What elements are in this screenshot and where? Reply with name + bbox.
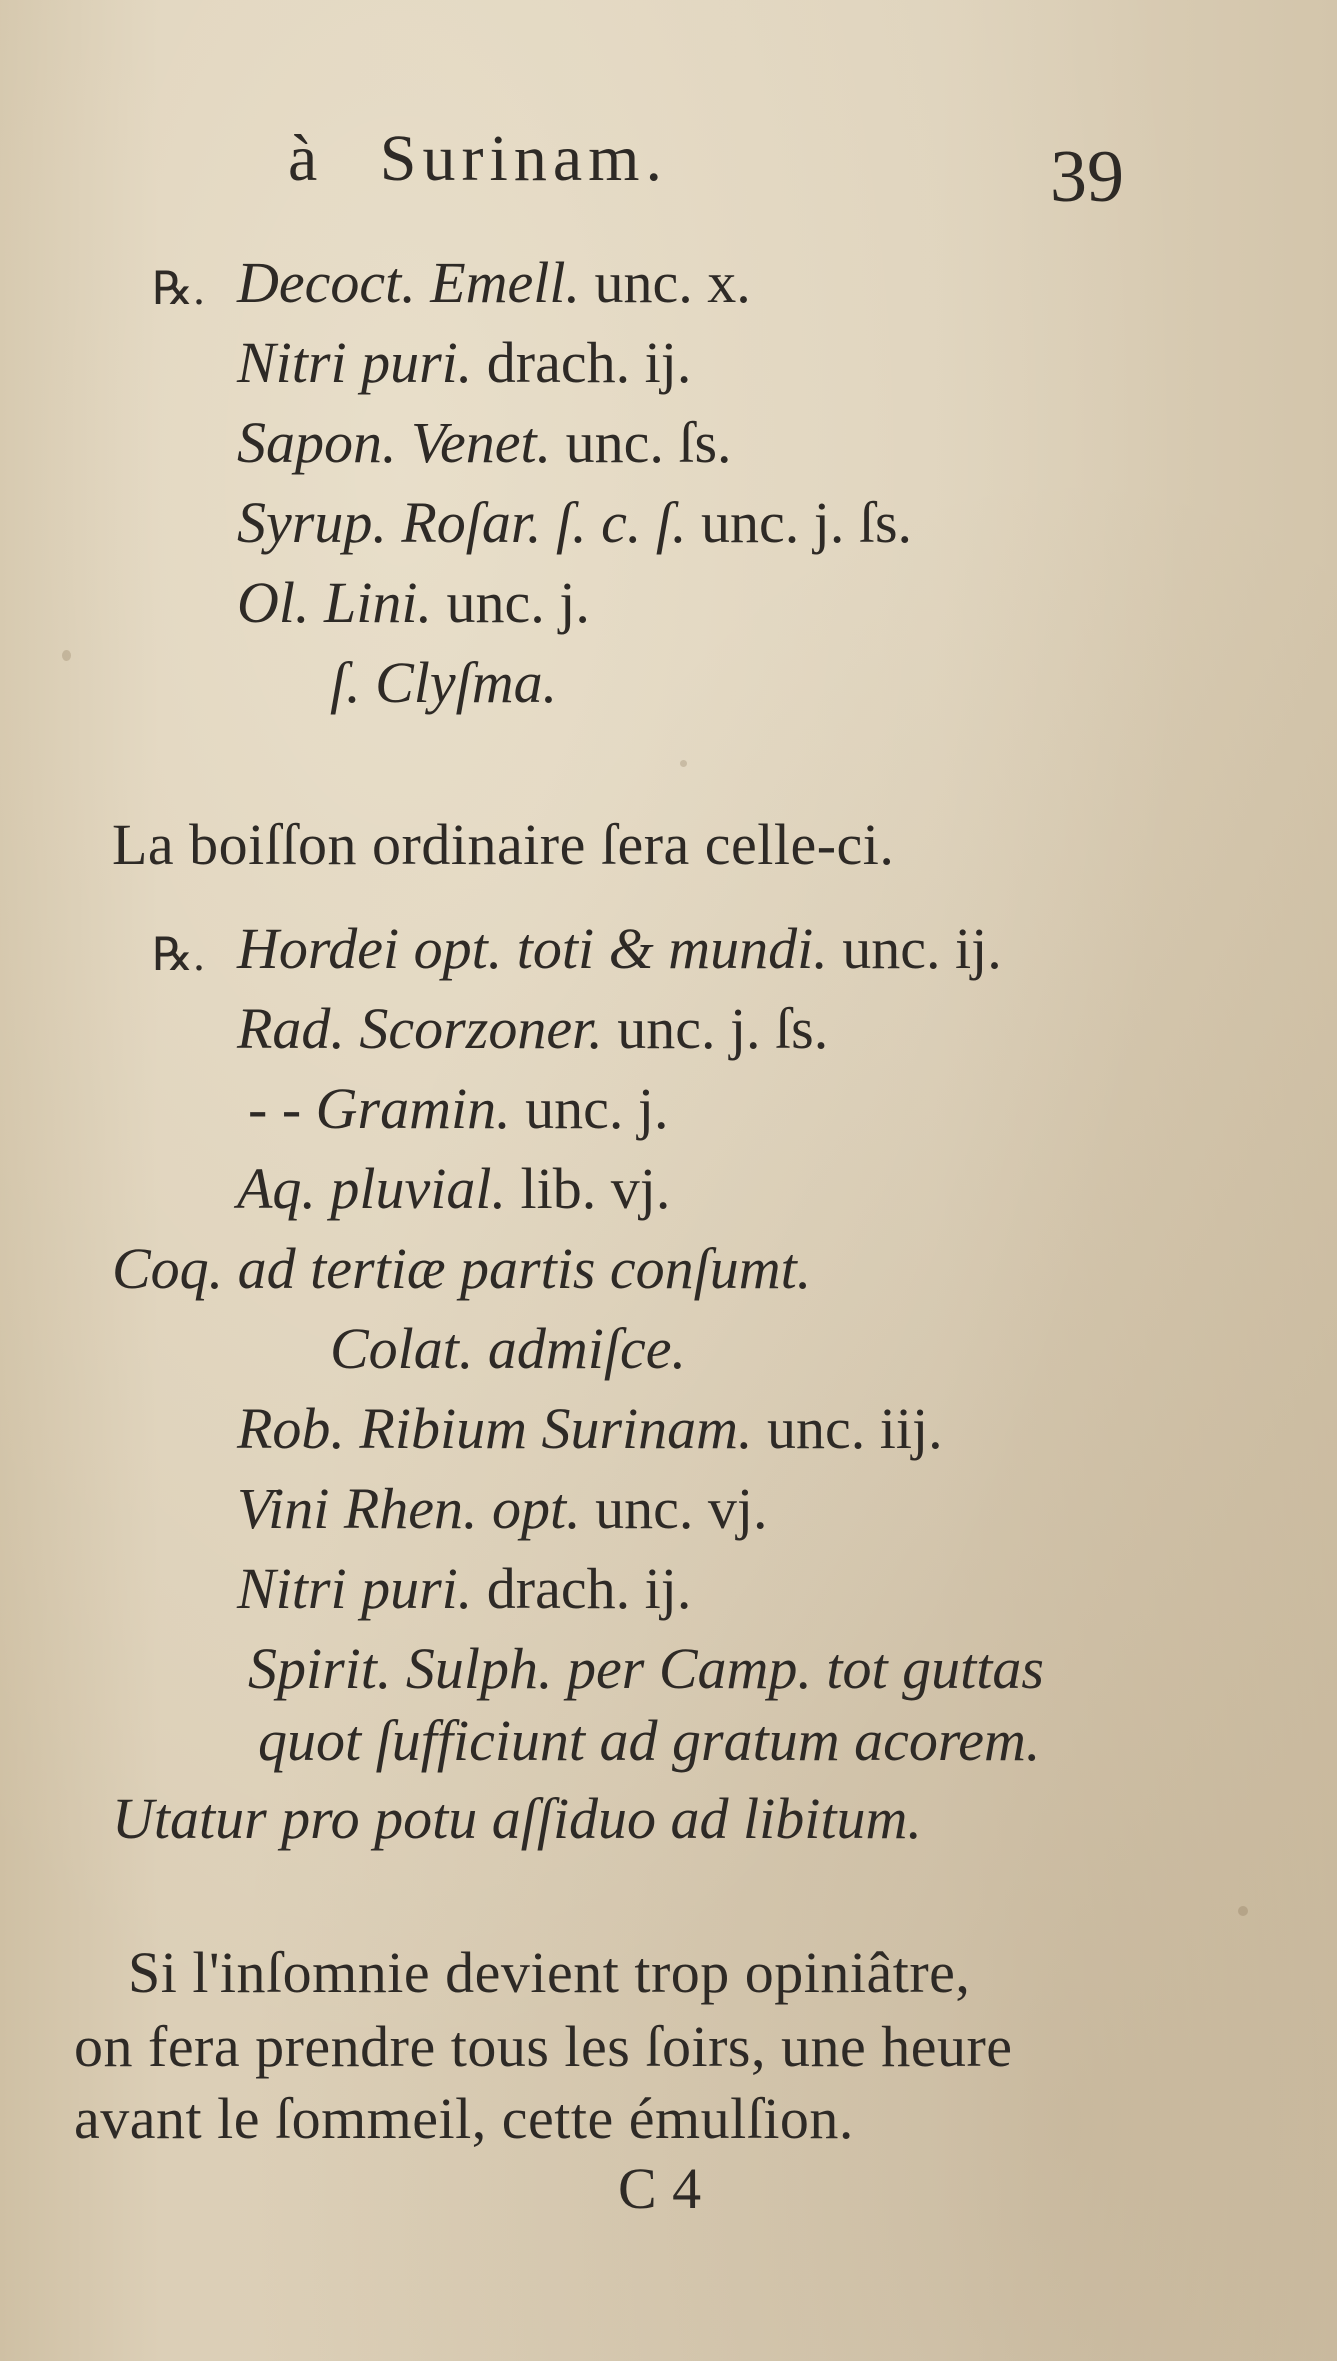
foxing-spot [1238, 1906, 1248, 1916]
recipe-line [237, 916, 1002, 981]
recipe-line-roman: unc. x. [580, 250, 751, 315]
recipe-line [112, 1786, 922, 1851]
recipe-line-italic: Syrup. Roſar. ſ. c. ſ. [237, 490, 687, 555]
recipe-line-roman: unc. vj. [580, 1476, 768, 1541]
recipe-line [237, 570, 590, 635]
running-head [288, 122, 668, 195]
recipe-line [237, 250, 751, 315]
recipe-line [237, 1396, 943, 1461]
foxing-spot [62, 650, 71, 661]
recipe-line [112, 1236, 812, 1301]
recipe-line-italic: Colat. admiſce. [330, 1316, 687, 1381]
recipe-line-roman: drach. ij. [472, 1556, 692, 1621]
recipe-symbol: ℞. [152, 263, 205, 314]
recipe-line [237, 1156, 671, 1221]
recipe-line-roman: unc. iij. [752, 1396, 943, 1461]
recipe-line-italic: Nitri puri. [237, 1556, 473, 1621]
recipe-line-italic: Sapon. Venet. [237, 410, 552, 475]
recipe-line [237, 996, 829, 1061]
recipe-line [237, 1556, 692, 1621]
recipe-line-roman: drach. ij. [472, 330, 692, 395]
page-number: 39 [1050, 136, 1124, 218]
recipe-line [258, 1708, 1041, 1773]
signature-mark: C 4 [618, 2156, 702, 2221]
paragraph-line: Si l'inſomnie devient trop opiniâtre, [128, 1940, 971, 2005]
recipe-line-italic: Utatur pro potu aſſiduo ad libitum. [112, 1786, 922, 1851]
recipe-line-roman: unc. j. [432, 570, 590, 635]
foxing-spot [680, 760, 687, 767]
running-head-prep: à [288, 122, 324, 195]
recipe-line [237, 330, 692, 395]
recipe-line [237, 1476, 768, 1541]
recipe-line-italic: Rob. Ribium Surinam. [237, 1396, 753, 1461]
recipe-line-italic: Rad. Scorzoner. [237, 996, 603, 1061]
recipe-line-italic: - - Gramin. [248, 1076, 511, 1141]
recipe-line-italic: Aq. pluvial. [237, 1156, 507, 1221]
recipe-symbol: ℞. [152, 929, 205, 980]
recipe-line [237, 410, 732, 475]
recipe-line-italic: Spirit. Sulph. per Camp. tot guttas [248, 1636, 1044, 1701]
intro-line: La boiſſon ordinaire ſera celle-ci. [112, 812, 895, 877]
paragraph-line: avant le ſommeil, cette émulſion. [74, 2086, 854, 2151]
recipe-line-italic: Nitri puri. [237, 330, 473, 395]
recipe-line-italic: Ol. Lini. [237, 570, 432, 635]
recipe-line-roman: lib. vj. [506, 1156, 671, 1221]
running-head-title: Surinam. [379, 122, 668, 195]
recipe-line-roman: unc. j. ſs. [602, 996, 829, 1061]
recipe-line-roman: unc. ſs. [551, 410, 732, 475]
paragraph-line: on fera prendre tous les ſoirs, une heure [74, 2014, 1013, 2079]
recipe-line-italic: ſ. Clyſma. [330, 650, 558, 715]
recipe-line [330, 1316, 687, 1381]
recipe-line-italic: Vini Rhen. opt. [237, 1476, 581, 1541]
recipe-line-italic: Decoct. Emell. [237, 250, 581, 315]
recipe-line [330, 650, 558, 715]
recipe-line [248, 1076, 669, 1141]
recipe-line-roman: unc. j. [510, 1076, 669, 1141]
recipe-line-roman: unc. ij. [827, 916, 1002, 981]
recipe-line-italic: Coq. ad tertiæ partis conſumt. [112, 1236, 812, 1301]
recipe-line-roman: unc. j. ſs. [686, 490, 913, 555]
recipe-line-italic: quot ſufficiunt ad gratum acorem. [258, 1708, 1041, 1773]
recipe-line [237, 490, 913, 555]
recipe-line-italic: Hordei opt. toti & mundi. [237, 916, 828, 981]
recipe-line [248, 1636, 1044, 1701]
